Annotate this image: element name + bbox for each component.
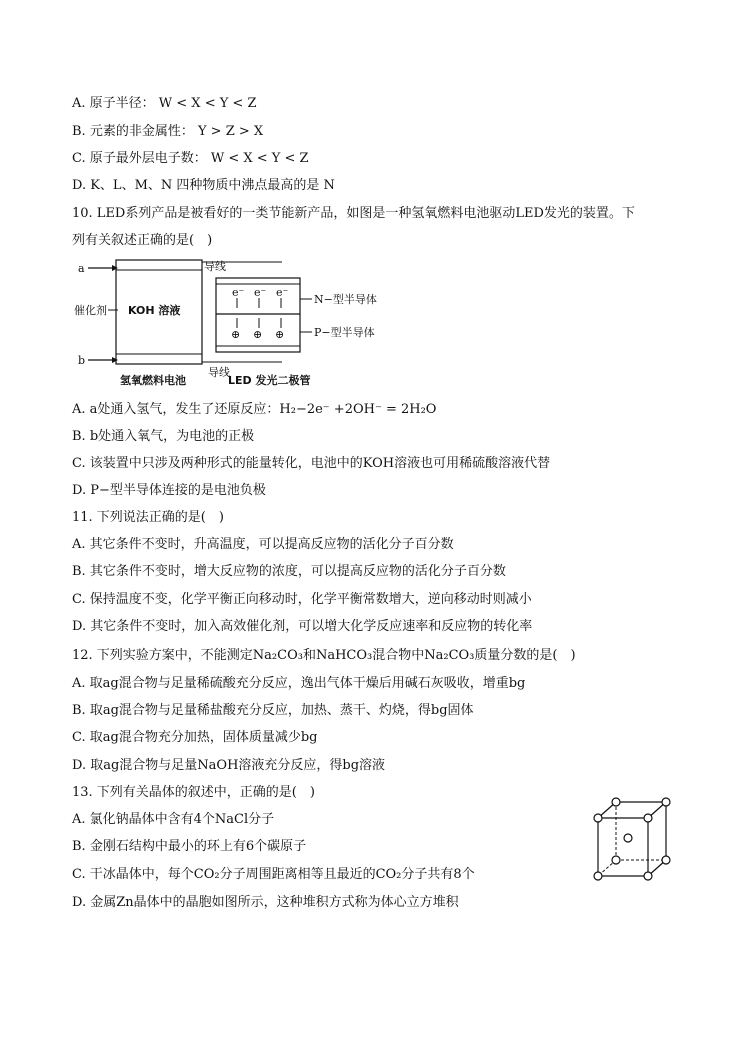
option-12c: C. 取ag混合物充分加热，固体质量减少bg [72, 730, 318, 745]
wire-bottom-label: 导线 [208, 366, 230, 379]
electrolyte-label: KOH 溶液 [128, 304, 181, 317]
atom-corner [594, 814, 602, 822]
question-13: 13. 下列有关晶体的叙述中，正确的是( ) [72, 785, 315, 800]
option-10a: A. a处通入氢气，发生了还原反应：H₂−2e⁻ +2OH⁻ = 2H₂O [72, 402, 437, 417]
option-10d: D. P−型半导体连接的是电池负极 [72, 483, 266, 498]
atom-center [624, 834, 632, 842]
electron-3: e⁻ [276, 286, 289, 299]
option-13d: D. 金属Zn晶体中的晶胞如图所示，这种堆积方式称为体心立方堆积 [72, 895, 459, 910]
arrow-b-head [112, 357, 118, 363]
atom-corner [594, 872, 602, 880]
hole-3: ⊕ [275, 328, 285, 341]
atom-corner [662, 856, 670, 864]
option-11b: B. 其它条件不变时，增大反应物的浓度，可以提高反应物的活化分子百分数 [72, 564, 506, 579]
label-a: a [78, 262, 85, 275]
p-type-label: P−型半导体 [314, 326, 375, 339]
option-13a: A. 氯化钠晶体中含有4个NaCl分子 [72, 812, 275, 827]
zn-unit-cell-diagram [586, 792, 676, 888]
option-11c: C. 保持温度不变，化学平衡正向移动时，化学平衡常数增大，逆向移动时则减小 [72, 592, 532, 607]
option-11a: A. 其它条件不变时，升高温度，可以提高反应物的活化分子百分数 [72, 537, 454, 552]
caption-led: LED 发光二极管 [228, 374, 311, 387]
label-b: b [78, 354, 86, 367]
wire-top-label: 导线 [204, 260, 226, 273]
option-13b: B. 金刚石结构中最小的环上有6个碳原子 [72, 839, 307, 854]
option-10b: B. b处通入氧气，为电池的正极 [72, 429, 255, 444]
caption-fuel-cell: 氢氧燃料电池 [120, 374, 186, 387]
atom-corner [662, 798, 670, 806]
catalyst-label: 催化剂 [74, 304, 107, 317]
option-9b: B. 元素的非金属性： Y > Z > X [72, 124, 264, 139]
electron-1: e⁻ [232, 286, 245, 299]
option-9c: C. 原子最外层电子数： W < X < Y < Z [72, 151, 309, 166]
hole-2: ⊕ [253, 328, 263, 341]
option-11d: D. 其它条件不变时，加入高效催化剂，可以增大化学反应速率和反应物的转化率 [72, 619, 533, 634]
n-type-label: N−型半导体 [314, 293, 377, 306]
option-9a: A. 原子半径： W < X < Y < Z [72, 96, 257, 111]
option-10c: C. 该装置中只涉及两种形式的能量转化，电池中的KOH溶液也可用稀硫酸溶液代替 [72, 456, 551, 471]
option-12d: D. 取ag混合物与足量NaOH溶液充分反应，得bg溶液 [72, 758, 386, 773]
atom-corner [612, 798, 620, 806]
question-10-line2: 列有关叙述正确的是( ) [72, 233, 213, 248]
electron-2: e⁻ [254, 286, 267, 299]
option-9d: D. K、L、M、N 四种物质中沸点最高的是 N [72, 178, 335, 193]
hole-1: ⊕ [231, 328, 241, 341]
question-11: 11. 下列说法正确的是( ) [72, 510, 224, 525]
question-10-line1: 10. LED系列产品是被看好的一类节能新产品，如图是一种氢氧燃料电池驱动LED发光的装置。下 [72, 206, 635, 221]
option-13c: C. 干冰晶体中，每个CO₂分子周围距离相等且最近的CO₂分子共有8个 [72, 867, 475, 882]
atom-corner [612, 856, 620, 864]
atom-corner [644, 872, 652, 880]
question-12: 12. 下列实验方案中，不能测定Na₂CO₃和NaHCO₃混合物中Na₂CO₃质量分数的是( ) [72, 648, 576, 663]
fuel-cell-led-diagram [72, 256, 392, 392]
option-12b: B. 取ag混合物与足量稀盐酸充分反应，加热、蒸干、灼烧，得bg固体 [72, 703, 474, 718]
atom-corner [644, 814, 652, 822]
option-12a: A. 取ag混合物与足量稀硫酸充分反应，逸出气体干燥后用碱石灰吸收，增重bg [72, 676, 526, 691]
